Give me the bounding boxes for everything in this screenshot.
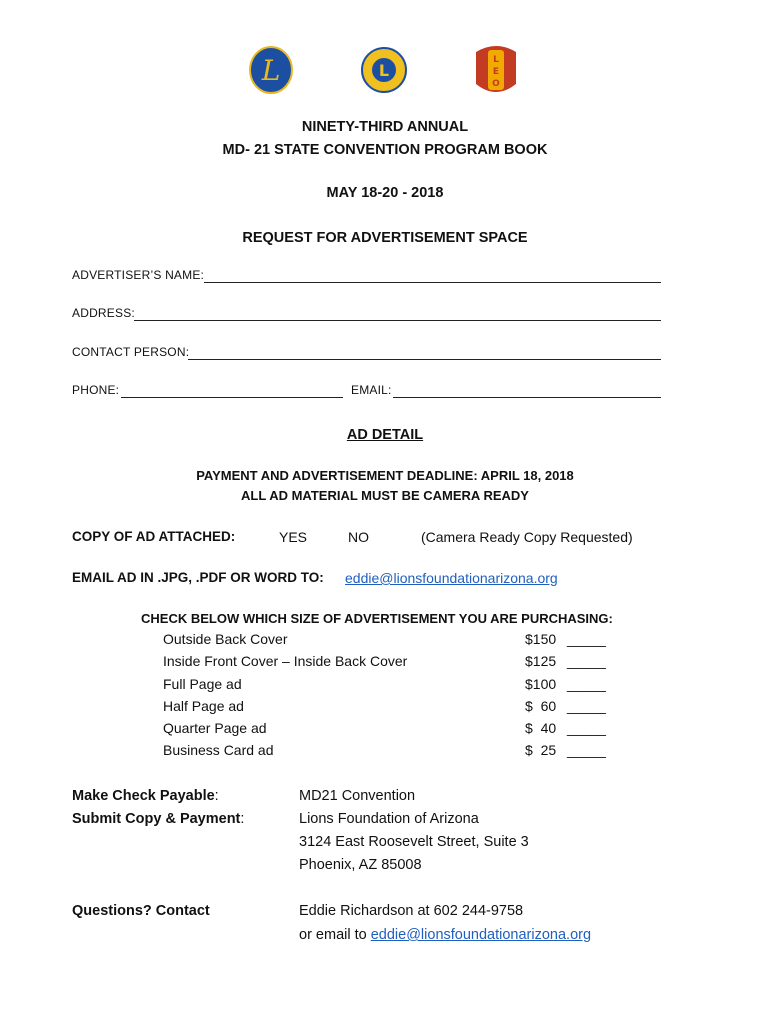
contact-person-field[interactable] xyxy=(188,359,661,360)
copy-yes-option[interactable]: YES xyxy=(279,529,308,545)
copy-attached-label: COPY OF AD ATTACHED: xyxy=(72,529,236,544)
size-item-checkbox[interactable]: _____ xyxy=(567,676,606,692)
leo-club-logo xyxy=(472,44,518,96)
request-heading: REQUEST FOR ADVERTISEMENT SPACE xyxy=(242,230,528,246)
size-item-price: $ 25 xyxy=(525,742,557,758)
size-item-checkbox[interactable]: _____ xyxy=(567,698,606,714)
phone-label: PHONE: xyxy=(72,383,120,397)
advertiser-name-field[interactable] xyxy=(204,282,661,283)
contact-email-line xyxy=(299,927,591,943)
contact-person-label: CONTACT PERSON: xyxy=(72,345,190,359)
svg-text:L: L xyxy=(493,55,499,65)
ad-detail-heading: AD DETAIL xyxy=(346,427,424,443)
address-line: MD21 Convention xyxy=(299,788,416,804)
svg-text:L: L xyxy=(378,61,390,80)
copy-no-option[interactable]: NO xyxy=(348,529,369,545)
payable-label-text: Make Check Payable xyxy=(72,788,215,804)
address-line: Lions Foundation of Arizona xyxy=(299,811,479,827)
size-item-checkbox[interactable]: _____ xyxy=(567,631,606,647)
payable-colon: : xyxy=(214,788,219,804)
contact-email-link[interactable]: eddie@lionsfoundationarizona.org xyxy=(370,927,592,943)
submit-label xyxy=(72,811,244,827)
size-item-label: Half Page ad xyxy=(163,698,244,714)
email-field[interactable] xyxy=(393,397,661,398)
size-item-label: Business Card ad xyxy=(163,742,274,758)
email-prefix: or email to xyxy=(299,927,371,943)
email-label: EMAIL: xyxy=(351,383,392,397)
email-ad-label: EMAIL AD IN .JPG, .PDF OR WORD TO: xyxy=(72,570,324,585)
title-line-2: MD- 21 STATE CONVENTION PROGRAM BOOK xyxy=(222,142,548,158)
deadline-text: PAYMENT AND ADVERTISEMENT DEADLINE: APRIL 18, 2018 xyxy=(196,468,574,483)
contact-line: Eddie Richardson at 602 244-9758 xyxy=(299,903,524,919)
address-field[interactable] xyxy=(134,320,661,321)
event-dates: MAY 18-20 - 2018 xyxy=(326,185,444,201)
size-item-label: Full Page ad xyxy=(163,676,242,692)
size-item-price: $100 xyxy=(525,676,557,692)
email-ad-link[interactable]: eddie@lionsfoundationarizona.org xyxy=(345,570,558,586)
payable-label xyxy=(72,788,219,804)
phone-field[interactable] xyxy=(121,397,343,398)
lions-clubs-international-logo xyxy=(360,44,406,96)
submit-label-text: Submit Copy & Payment xyxy=(72,811,241,827)
size-item-price: $ 40 xyxy=(525,720,557,736)
questions-label: Questions? Contact xyxy=(72,903,210,919)
address-label: ADDRESS: xyxy=(72,306,135,320)
size-item-checkbox[interactable]: _____ xyxy=(567,653,606,669)
size-item-price: $150 xyxy=(525,631,557,647)
size-item-label: Quarter Page ad xyxy=(163,720,267,736)
size-item-label: Outside Back Cover xyxy=(163,631,288,647)
size-item-checkbox[interactable]: _____ xyxy=(567,720,606,736)
size-item-price: $125 xyxy=(525,653,557,669)
size-item-price: $ 60 xyxy=(525,698,557,714)
size-item-checkbox[interactable]: _____ xyxy=(567,742,606,758)
submit-colon: : xyxy=(240,811,245,827)
lions-foundation-logo xyxy=(248,44,294,96)
address-line: 3124 East Roosevelt Street, Suite 3 xyxy=(299,834,529,850)
camera-ready-text: ALL AD MATERIAL MUST BE CAMERA READY xyxy=(241,488,529,503)
size-heading: CHECK BELOW WHICH SIZE OF ADVERTISEMENT YOU ARE PURCHASING: xyxy=(141,611,613,626)
address-line: Phoenix, AZ 85008 xyxy=(299,857,422,873)
advertiser-name-label: ADVERTISER’S NAME: xyxy=(72,268,205,282)
size-item-label: Inside Front Cover – Inside Back Cover xyxy=(163,653,408,669)
svg-text:L: L xyxy=(261,54,281,87)
title-line-1: NINETY-THIRD ANNUAL xyxy=(301,119,469,135)
camera-ready-note: (Camera Ready Copy Requested) xyxy=(421,529,633,545)
svg-text:E: E xyxy=(492,67,500,77)
svg-text:O: O xyxy=(492,79,500,89)
